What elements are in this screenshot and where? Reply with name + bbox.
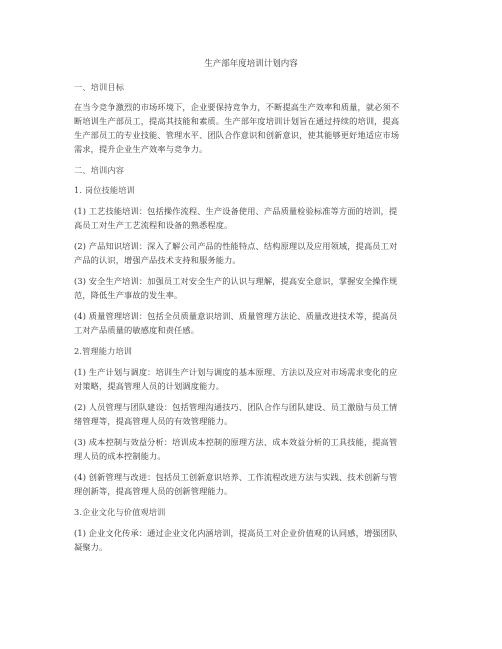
section-heading-content: 二、培训内容 [74,165,125,175]
paragraph-line: (1) 企业文化传承：通过企业文化内涵培训，提高员工对企业价值观的认同感，增强团队 [74,528,398,538]
paragraph-line: 理创新等，提高管理人员的创新管理能力。 [74,486,233,496]
paragraph-line: 范，降低生产事故的发生率。 [74,290,183,300]
paragraph-line: (4) 创新管理与改进：包括员工创新意识培养、工作流程改进方法与实践、技术创新与管 [74,472,398,482]
subsection-heading: 3.企业文化与价值观培训 [74,507,166,517]
paragraph-line: 高员工对生产工艺流程和设备的熟悉程度。 [74,220,233,230]
subsection-heading: 1. 岗位技能培训 [74,185,135,195]
paragraph-line: 绪管理等，提高管理人员的有效管理能力。 [74,416,233,426]
paragraph-line: (4) 质量管理培训：包括全员质量意识培训、质量管理方法论、质量改进技术等，提高员 [74,311,398,321]
paragraph-line: (3) 成本控制与效益分析：培训成本控制的原理方法、成本效益分析的工具技能，提高管 [74,437,398,447]
subsection-heading: 2.管理能力培训 [74,346,133,356]
paragraph-line: 在当今竞争激烈的市场环境下，企业要保持竞争力，不断提高生产效率和质量，就必须不 [74,102,400,112]
document-title: 生产部年度培训计划内容 [204,59,298,69]
paragraph-line: 对策略，提高管理人员的计划调度能力。 [74,381,225,391]
paragraph-line: (3) 安全生产培训：加强员工对安全生产的认识与理解，提高安全意识，掌握安全操作规 [74,276,398,286]
paragraph-line: (1) 工艺技能培训：包括操作流程、生产设备使用、产品质量检验标准等方面的培训，提 [74,206,398,216]
paragraph-line: 断培训生产部员工，提高其技能和素质。生产部年度培训计划旨在通过持续的培训，提高 [74,116,400,126]
paragraph-line: 凝聚力。 [74,542,108,552]
paragraph-line: 需求，提升企业生产效率与竞争力。 [74,144,208,154]
paragraph-line: 工对产品质量的敏感度和责任感。 [74,325,200,335]
paragraph-line: (2) 产品知识培训：深入了解公司产品的性能特点、结构原理以及应用领域，提高员工对 [74,241,398,251]
paragraph-line: 产品的认识，增强产品技术支持和服务能力。 [74,255,241,265]
paragraph-line: (1) 生产计划与调度：培训生产计划与调度的基本原理、方法以及应对市场需求变化的应 [74,367,398,377]
paragraph-line: (2) 人员管理与团队建设：包括管理沟通技巧、团队合作与团队建设、员工激励与员工情 [74,402,398,412]
paragraph-line: 理人员的成本控制能力。 [74,451,166,461]
section-heading-goals: 一、培训目标 [74,82,125,92]
paragraph-line: 生产部员工的专业技能、管理水平、团队合作意识和创新意识，使其能够更好地适应市场 [74,130,400,140]
